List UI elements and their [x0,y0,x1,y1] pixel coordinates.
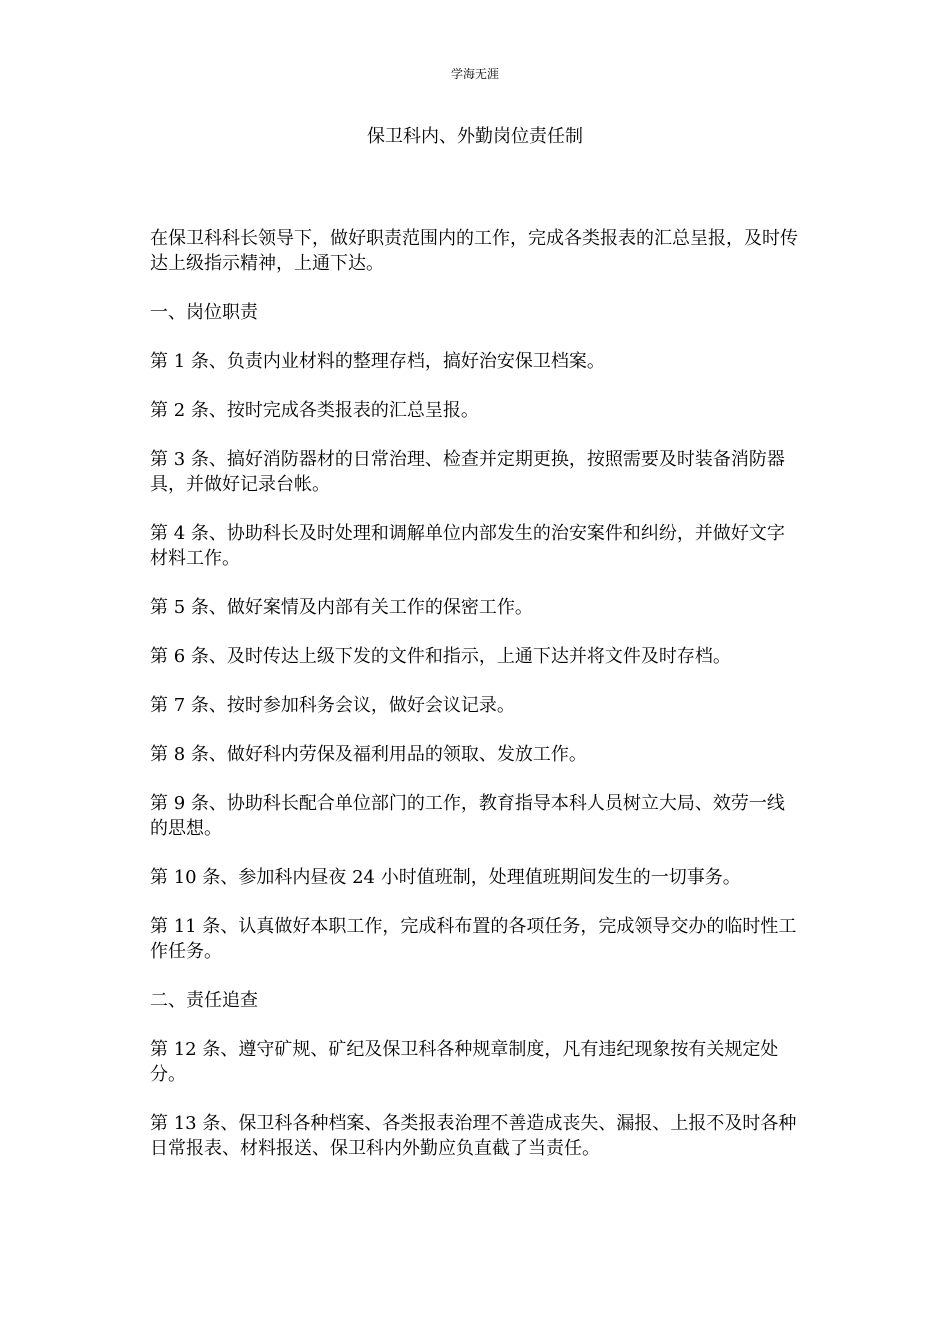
article-12: 第 12 条、遵守矿规、矿纪及保卫科各种规章制度，凡有违纪现象按有关规定处分。 [150,1039,779,1085]
article-9: 第 9 条、协助科长配合单位部门的工作，教育指导本科人员树立大局、效劳一线的思想。 [150,793,785,839]
article-2: 第 2 条、按时完成各类报表的汇总呈报。 [150,400,479,421]
article-13: 第 13 条、保卫科各种档案、各类报表治理不善造成丧失、漏报、上报不及时各种日常报表、材料报送、保卫科内外勤应负直截了当责任。 [150,1113,797,1159]
article-8: 第 8 条、做好科内劳保及福利用品的领取、发放工作。 [150,744,587,765]
article-5: 第 5 条、做好案情及内部有关工作的保密工作。 [150,597,533,618]
article-10: 第 10 条、参加科内昼夜 24 小时值班制，处理值班期间发生的一切事务。 [150,867,741,888]
article-1: 第 1 条、负责内业材料的整理存档，搞好治安保卫档案。 [150,351,605,372]
article-7: 第 7 条、按时参加科务会议，做好会议记录。 [150,695,515,716]
article-6: 第 6 条、及时传达上级下发的文件和指示，上通下达并将文件及时存档。 [150,646,731,667]
article-11: 第 11 条、认真做好本职工作，完成科布置的各项任务，完成领导交办的临时性工作任务。 [150,916,797,962]
section-heading-accountability: 二、责任追查 [150,990,258,1011]
document-title: 保卫科内、外勤岗位责任制 [367,126,583,147]
running-header: 学海无涯 [450,67,499,81]
section-heading-duties: 一、岗位职责 [150,302,258,323]
article-3: 第 3 条、搞好消防器材的日常治理、检查并定期更换，按照需要及时装备消防器具，并做好记录台帐。 [150,449,785,495]
document-body [150,226,802,1185]
intro-paragraph: 在保卫科科长领导下，做好职责范围内的工作，完成各类报表的汇总呈报，及时传达上级指示精神，上通下达。 [150,228,798,274]
article-4: 第 4 条、协助科长及时处理和调解单位内部发生的治安案件和纠纷，并做好文字材料工作。 [150,523,785,569]
